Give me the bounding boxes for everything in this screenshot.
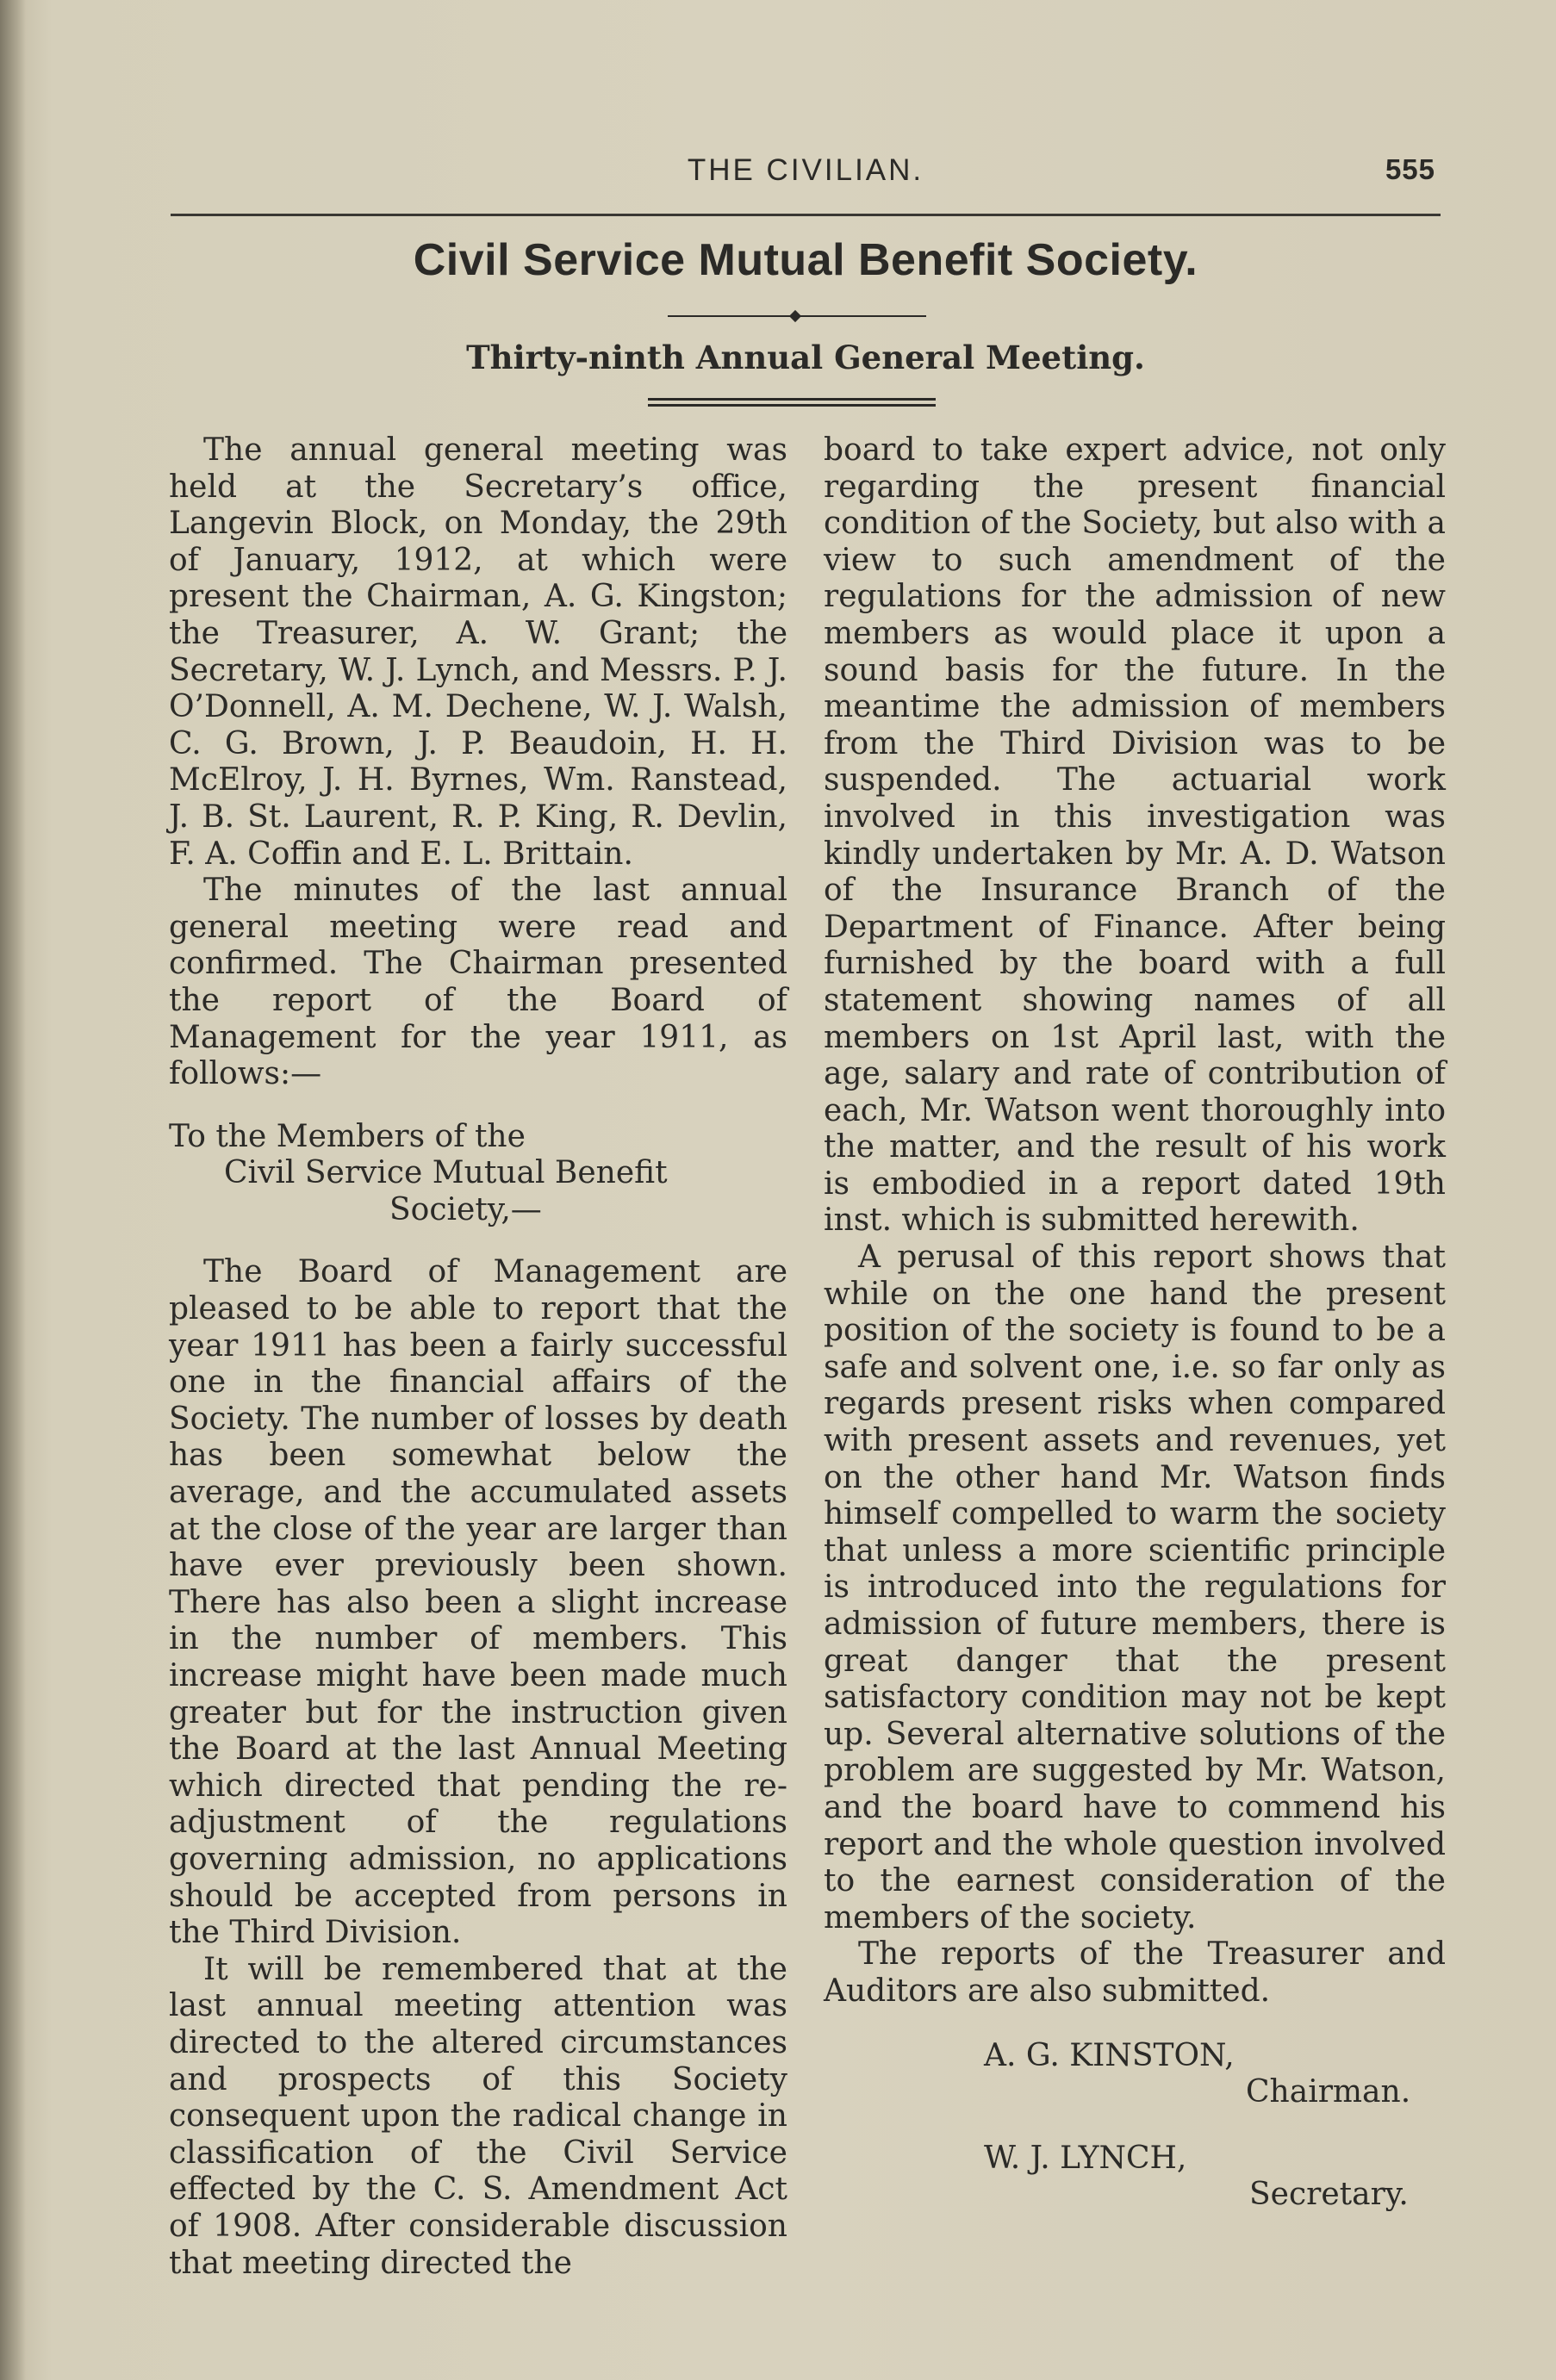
running-title: THE CIVILIAN. (687, 153, 924, 187)
paragraph-meeting-attendance: The annual general meeting was held at the Secretary’s office, Langevin Block, on Monday, the 29th of January, 1912, at which were present the Chairman, A. G. Kingston; the Treasurer, A. W. Grant; the Secretary, W. J. Lynch, and Messrs. P. J. O’Donnell, A. M. Dechene, W. J. Walsh, C. G. Brown, J. P. Beaudoin, H. H. McElroy, J. H. Byrnes, Wm. Ranstead, J. B. St. Laurent, R. P. King, R. Devlin, F. A. Coffin and E. L. Brittain. (169, 432, 787, 872)
paragraph-expert-advice: board to take expert advice, not only regarding the present financial condition of the Society, but also with a view to such amendment of the regulations for the admission of new members as would place it upon a sound basis for the future. In the meantime the admission of members from the Third Division was to be suspended. The actuarial work involved in this investigation was kindly undertaken by Mr. A. D. Watson of the Insurance Branch of the Department of Finance. After being furnished by the board with a full statement showing names of all members on 1st April last, with the age, salary and rate of contribution of each, Mr. Watson went thoroughly into the matter, and the result of his work is embodied in a report dated 19th inst. which is submitted herewith. (824, 432, 1446, 1239)
paragraph-last-meeting: It will be remembered that at the last annual meeting attention was directed to the altered circumstances and prospects of this Society consequent upon the radical change in classification of the Civil Service effected by the C. S. Amendment Act of 1908. After considerable discussion that meeting directed the (169, 1951, 787, 2281)
salutation-line-2: Civil Service Mutual Benefit (224, 1155, 668, 1191)
paragraph-report-perusal: A perusal of this report shows that while on the one hand the present position of the society is found to be a safe and solvent one, i.e. so far only as regards present risks when compared with present assets and revenues, yet on the other hand Mr. Watson finds himself compelled to warm the society that unless a more scientific principle is introduced into the regulations for admission of future members, there is great danger that the present satisfactory condition may not be kept up. Several alternative solutions of the problem are suggested by Mr. Watson, and the board have to commend his report and the whole question involved to the earnest consideration of the members of the society. (824, 1240, 1446, 1936)
binding-shadow (0, 0, 26, 2380)
signature-chairman-name: A. G. KINSTON, (984, 2037, 1235, 2073)
signature-chairman-title: Chairman. (1246, 2074, 1411, 2110)
paragraph-board-report: The Board of Management are pleased to be able to report that the year 1911 has been a fairly successful one in the financial affairs of the Society. The number of losses by death has been somewhat below the average, and the accumulated assets at the close of the year are larger than have ever previously been shown. There has also been a slight increase in the number of members. This increase might have been made much greater but for the instruction given the Board at the last Annual Meeting which directed that pending the re-adjustment of the regulations governing admission, no applications should be accepted from persons in the Third Division. (169, 1254, 787, 1951)
title-ornament (668, 312, 926, 320)
salutation-line-3: Society,— (389, 1191, 542, 1227)
page-number: 555 (1385, 153, 1435, 185)
signature-secretary-title: Secretary. (1249, 2177, 1409, 2213)
left-column (169, 432, 787, 2282)
paragraph-treasurer-reports: The reports of the Treasurer and Auditors are also submitted. (824, 1936, 1446, 2009)
article-title: Civil Service Mutual Benefit Society. (413, 235, 1198, 285)
signature-secretary-name: W. J. LYNCH, (984, 2140, 1187, 2176)
salutation (169, 1119, 787, 1229)
article-subtitle: Thirty-ninth Annual General Meeting. (466, 339, 1145, 376)
right-column (824, 432, 1446, 2214)
salutation-line-1: To the Members of the (169, 1118, 526, 1154)
paragraph-minutes: The minutes of the last annual general meeting were read and confirmed. The Chairman presented the report of the Board of Management for the year 1911, as follows:— (169, 873, 787, 1092)
running-header (172, 148, 1439, 200)
header-rule (171, 214, 1441, 216)
subtitle-double-rule (648, 398, 936, 407)
ornament-diamond (789, 310, 801, 322)
